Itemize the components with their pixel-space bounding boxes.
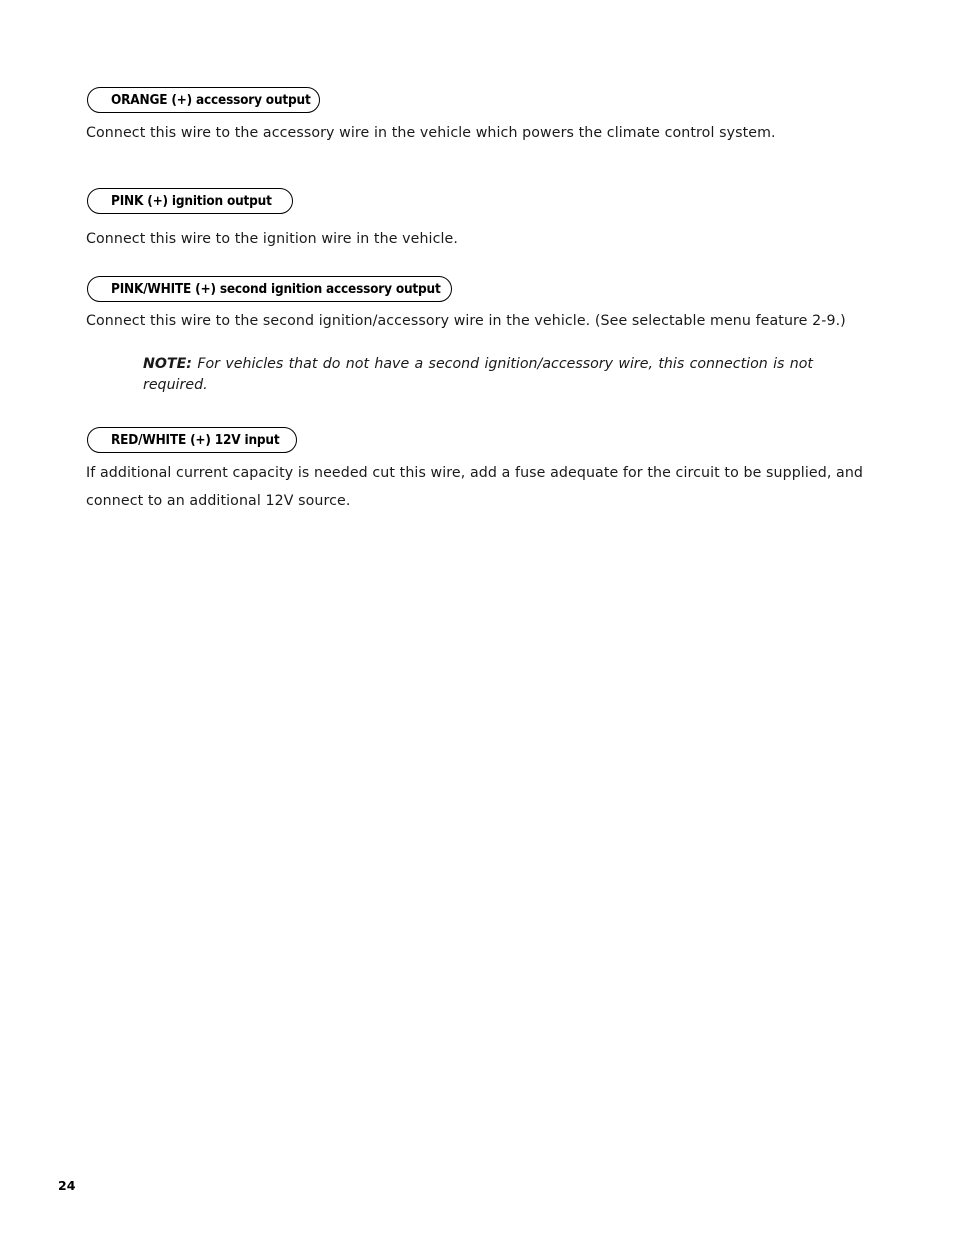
wire-label-text: PINK (+) ignition output [111,193,272,209]
wire-description-red-white-line1: If additional current capacity is needed cut this wire, add a fuse adequate for the circuit to be supplied, and [86,465,864,481]
note-block [143,354,813,396]
wire-description-orange: Connect this wire to the accessory wire in the vehicle which powers the climate control system. [86,125,776,141]
wire-description-red-white-line2: connect to an additional 12V source. [86,493,351,509]
wire-label-orange [87,87,320,113]
wire-label-text: RED/WHITE (+) 12V input [111,432,280,448]
wire-label-text: ORANGE (+) accessory output [111,92,311,108]
wire-label-pink-white [87,276,452,302]
page-number: 24 [58,1178,76,1193]
wire-label-text: PINK/WHITE (+) second ignition accessory output [111,281,441,297]
wire-label-red-white [87,427,297,453]
note-text: For vehicles that do not have a second ignition/accessory wire, this connection is not required. [143,356,813,393]
note-label: NOTE: [143,356,192,372]
wire-label-pink [87,188,293,214]
wire-description-pink-white: Connect this wire to the second ignition/accessory wire in the vehicle. (See selectable menu feature 2-9.) [86,313,846,329]
wire-description-pink: Connect this wire to the ignition wire in the vehicle. [86,231,458,247]
